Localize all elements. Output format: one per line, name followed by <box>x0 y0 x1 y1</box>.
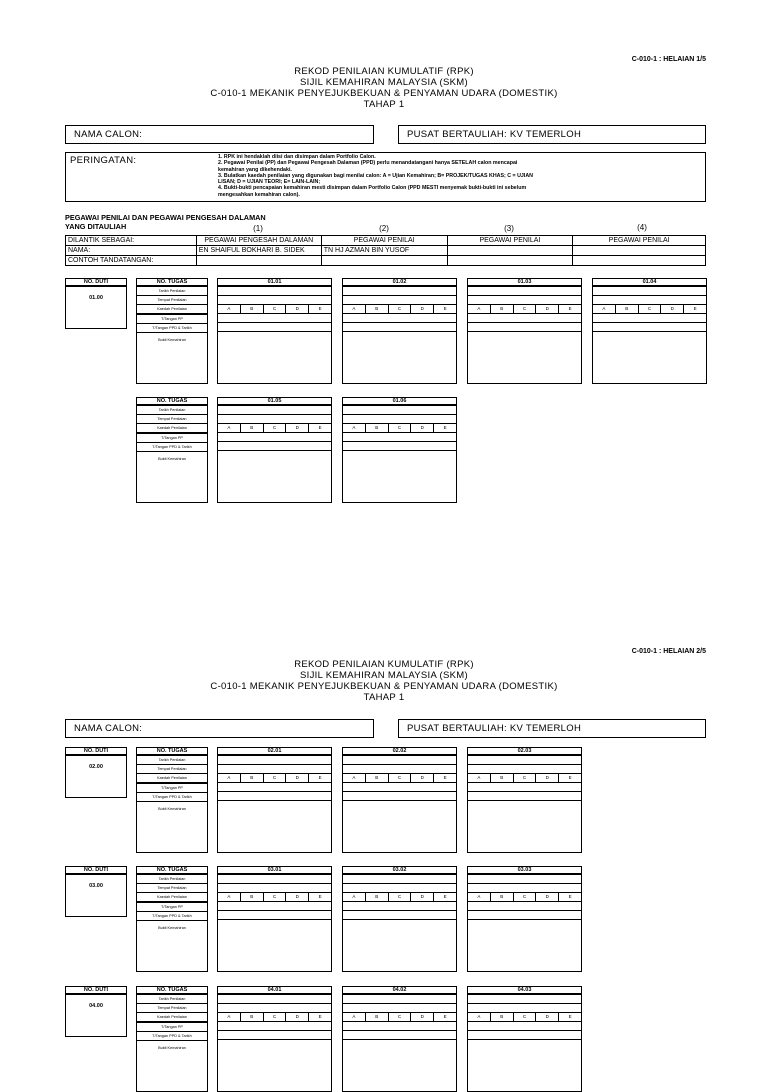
row-label: Kaedah Penilaian <box>137 774 207 784</box>
place-cell[interactable] <box>468 884 581 893</box>
method-option[interactable]: C <box>264 893 287 901</box>
task-column <box>342 747 457 853</box>
method-option[interactable]: A <box>218 774 241 782</box>
duty-number: 03.00 <box>89 883 103 889</box>
method-option[interactable]: D <box>411 893 434 901</box>
row-label: T/Tangan PP <box>137 434 207 443</box>
method-option[interactable]: A <box>218 305 241 313</box>
method-option[interactable]: B <box>366 774 389 782</box>
method-option[interactable]: C <box>389 305 412 313</box>
pp-sign-cell[interactable] <box>343 433 456 442</box>
warning-item: 1. RPK ini hendaklah diisi dan disimpan dalam Portfolio Calon. <box>218 154 376 160</box>
task-column <box>217 278 332 384</box>
task-number: 01.02 <box>343 279 456 287</box>
signature-cell[interactable] <box>573 256 706 266</box>
ppd-sign-cell[interactable] <box>468 911 581 920</box>
warning-label: PERINGATAN: <box>70 155 137 166</box>
task-header: NO. TUGAS <box>137 987 207 995</box>
date-cell[interactable] <box>468 875 581 884</box>
pp-sign-cell[interactable] <box>218 1022 331 1031</box>
row-label: T/Tangan PPD & Tarikh <box>137 443 207 452</box>
place-cell[interactable] <box>343 765 456 774</box>
task-number: 01.03 <box>468 279 581 287</box>
place-cell[interactable] <box>593 296 706 305</box>
method-row <box>218 774 331 783</box>
duty-header: NO. DUTI <box>66 748 126 756</box>
row-label: Tarikh Penilaian <box>137 756 207 765</box>
task-column <box>467 986 582 1092</box>
date-cell[interactable] <box>468 995 581 1004</box>
method-row <box>593 305 706 314</box>
signature-cell[interactable] <box>447 256 573 266</box>
task-column <box>592 278 707 384</box>
method-option[interactable]: D <box>411 424 434 432</box>
table-cell[interactable] <box>573 246 706 256</box>
method-option[interactable]: D <box>411 774 434 782</box>
date-cell[interactable] <box>343 995 456 1004</box>
date-cell[interactable] <box>218 287 331 296</box>
column-number: (2) <box>379 224 389 233</box>
method-option[interactable]: C <box>639 305 662 313</box>
place-cell[interactable] <box>343 1004 456 1013</box>
task-number: 01.04 <box>593 279 706 287</box>
method-option[interactable]: D <box>411 305 434 313</box>
task-column <box>467 747 582 853</box>
row-label: Bukti Kemahiran <box>158 338 186 342</box>
task-row-labels <box>136 397 208 503</box>
table-cell: PEGAWAI PENILAI <box>573 236 706 246</box>
task-column <box>342 866 457 972</box>
duty-box <box>65 278 127 329</box>
method-row <box>218 893 331 902</box>
column-number: (1) <box>253 224 263 233</box>
row-label: Kaedah Penilaian <box>137 1013 207 1023</box>
row-label: T/Tangan PP <box>137 1023 207 1032</box>
task-number: 03.03 <box>468 867 581 875</box>
table-cell[interactable]: TN HJ AZMAN BIN YUSOF <box>321 246 447 256</box>
pp-sign-cell[interactable] <box>593 314 706 323</box>
method-row <box>343 893 456 902</box>
duty-number: 04.00 <box>89 1003 103 1009</box>
task-row-labels <box>136 986 208 1092</box>
method-option[interactable]: E <box>318 1014 322 1019</box>
method-option[interactable]: E <box>318 894 322 899</box>
method-option[interactable]: E <box>568 306 572 311</box>
date-cell[interactable] <box>468 287 581 296</box>
task-number: 02.02 <box>343 748 456 756</box>
duty-box <box>65 986 127 1037</box>
duty-header: NO. DUTI <box>66 987 126 995</box>
method-option[interactable]: B <box>241 424 264 432</box>
method-option[interactable]: E <box>693 306 697 311</box>
pp-sign-cell[interactable] <box>218 902 331 911</box>
method-option[interactable]: A <box>218 424 241 432</box>
table-row <box>66 236 706 246</box>
task-header: NO. TUGAS <box>137 398 207 406</box>
table-row <box>66 256 706 266</box>
column-number: (4) <box>637 223 647 232</box>
task-column <box>467 866 582 972</box>
table-cell[interactable] <box>447 246 573 256</box>
task-number: 03.01 <box>218 867 331 875</box>
date-cell[interactable] <box>343 406 456 415</box>
document-header <box>0 66 768 110</box>
row-label: T/Tangan PPD & Tarikh <box>137 793 207 802</box>
task-column <box>217 866 332 972</box>
header-line: SIJIL KEMAHIRAN MALAYSIA (SKM) <box>300 77 468 88</box>
task-column <box>217 397 332 503</box>
date-cell[interactable] <box>343 756 456 765</box>
pp-sign-cell[interactable] <box>218 314 331 323</box>
method-option[interactable]: C <box>264 1013 287 1021</box>
method-option[interactable]: D <box>536 305 559 313</box>
task-header: NO. TUGAS <box>137 279 207 287</box>
task-row-labels <box>136 866 208 972</box>
ppd-sign-cell[interactable] <box>218 442 331 451</box>
duty-header: NO. DUTI <box>66 867 126 875</box>
method-option[interactable]: A <box>343 424 366 432</box>
header-line: C-010-1 MEKANIK PENYEJUKBEKUAN & PENYAMAN UDARA (DOMESTIK) <box>210 681 558 692</box>
task-number: 02.01 <box>218 748 331 756</box>
duty-box <box>65 866 127 917</box>
task-header: NO. TUGAS <box>137 748 207 756</box>
method-option[interactable]: D <box>286 893 309 901</box>
duty-box <box>65 747 127 798</box>
method-option[interactable]: D <box>411 1013 434 1021</box>
method-option[interactable]: B <box>366 893 389 901</box>
method-option[interactable]: D <box>536 1013 559 1021</box>
ppd-sign-cell[interactable] <box>218 792 331 801</box>
method-option[interactable]: C <box>389 774 412 782</box>
ppd-sign-cell[interactable] <box>468 792 581 801</box>
method-option[interactable]: E <box>443 894 447 899</box>
candidate-name-label: NAMA CALON: <box>74 723 143 734</box>
row-label: Tarikh Penilaian <box>137 995 207 1004</box>
warning-box <box>65 152 706 202</box>
place-cell[interactable] <box>468 1004 581 1013</box>
method-option[interactable]: A <box>343 893 366 901</box>
row-label: T/Tangan PPD & Tarikh <box>137 1032 207 1041</box>
task-header: NO. TUGAS <box>137 867 207 875</box>
method-option[interactable]: D <box>536 774 559 782</box>
method-option[interactable]: B <box>491 1013 514 1021</box>
task-number: 04.02 <box>343 987 456 995</box>
method-option[interactable]: A <box>468 1013 491 1021</box>
row-label: Tempat Penilaian <box>137 884 207 893</box>
row-label: Kaedah Penilaian <box>137 305 207 315</box>
place-cell[interactable] <box>218 765 331 774</box>
method-option[interactable]: C <box>514 893 537 901</box>
method-row <box>218 1013 331 1022</box>
row-label: T/Tangan PP <box>137 903 207 912</box>
row-label: Tempat Penilaian <box>137 765 207 774</box>
method-option[interactable]: C <box>514 305 537 313</box>
signature-cell[interactable] <box>196 256 321 266</box>
ppd-sign-cell[interactable] <box>218 911 331 920</box>
method-option[interactable]: B <box>616 305 639 313</box>
pp-sign-cell[interactable] <box>468 314 581 323</box>
method-row <box>343 305 456 314</box>
row-label: DILANTIK SEBAGAI: <box>66 236 197 246</box>
row-label: T/Tangan PPD & Tarikh <box>137 324 207 333</box>
method-option[interactable]: C <box>389 893 412 901</box>
page-number: C-010-1 : HELAIAN 1/5 <box>631 56 706 63</box>
pp-sign-cell[interactable] <box>343 314 456 323</box>
row-label: Bukti Kemahiran <box>158 457 186 461</box>
ppd-sign-cell[interactable] <box>468 323 581 332</box>
header-line: REKOD PENILAIAN KUMULATIF (RPK) <box>294 66 474 77</box>
row-label: T/Tangan PP <box>137 315 207 324</box>
place-cell[interactable] <box>343 884 456 893</box>
document-header <box>0 659 768 703</box>
method-option[interactable]: D <box>286 1013 309 1021</box>
method-option[interactable]: E <box>443 775 447 780</box>
ppd-sign-cell[interactable] <box>343 442 456 451</box>
method-option[interactable]: A <box>218 1013 241 1021</box>
place-cell[interactable] <box>343 296 456 305</box>
method-option[interactable]: A <box>593 305 616 313</box>
warning-item: 2. Pegawai Penilai (PP) dan Pegawai Pengesah Dalaman (PPD) perlu menandatangani hanya SETELAH calon mencapai kemahiran yang dikehendaki. <box>218 160 518 173</box>
task-number: 01.06 <box>343 398 456 406</box>
row-label: Tarikh Penilaian <box>137 406 207 415</box>
method-option[interactable]: B <box>241 305 264 313</box>
place-cell[interactable] <box>343 415 456 424</box>
task-column <box>342 986 457 1092</box>
place-cell[interactable] <box>218 296 331 305</box>
row-label: Tarikh Penilaian <box>137 287 207 296</box>
row-label: T/Tangan PP <box>137 784 207 793</box>
column-number: (3) <box>504 224 514 233</box>
method-option[interactable]: E <box>318 306 322 311</box>
candidate-name-field[interactable] <box>65 719 374 738</box>
method-option[interactable]: B <box>366 424 389 432</box>
training-center-field <box>398 719 706 738</box>
method-row <box>468 893 581 902</box>
row-label: Tarikh Penilaian <box>137 875 207 884</box>
date-cell[interactable] <box>218 875 331 884</box>
place-cell[interactable] <box>218 1004 331 1013</box>
task-column <box>342 278 457 384</box>
task-column <box>342 397 457 503</box>
method-row <box>468 774 581 783</box>
method-option[interactable]: C <box>514 774 537 782</box>
method-option[interactable]: B <box>366 305 389 313</box>
method-option[interactable]: D <box>286 305 309 313</box>
method-option[interactable]: D <box>286 424 309 432</box>
method-option[interactable]: C <box>264 305 287 313</box>
ppd-sign-cell[interactable] <box>593 323 706 332</box>
method-option[interactable]: E <box>318 775 322 780</box>
date-cell[interactable] <box>343 875 456 884</box>
method-row <box>343 774 456 783</box>
method-option[interactable]: C <box>514 1013 537 1021</box>
warning-item: 4. Bukti-bukti pencapaian kemahiran mesti disimpan dalam Portfolio Calon (PPD MESTI menyemak bukti-bukti ini sebelum mengesahkan kemahiran calon). <box>218 185 527 198</box>
task-number: 01.01 <box>218 279 331 287</box>
method-row <box>218 305 331 314</box>
method-option[interactable]: A <box>343 305 366 313</box>
training-center-label: PUSAT BERTAULIAH: KV TEMERLOH <box>407 723 582 734</box>
method-option[interactable]: D <box>536 893 559 901</box>
method-option[interactable]: A <box>343 774 366 782</box>
place-cell[interactable] <box>218 415 331 424</box>
ppd-sign-cell[interactable] <box>343 911 456 920</box>
officers-table <box>65 235 706 266</box>
header-line: C-010-1 MEKANIK PENYEJUKBEKUAN & PENYAMAN UDARA (DOMESTIK) <box>210 88 558 99</box>
ppd-sign-cell[interactable] <box>343 1031 456 1040</box>
pp-sign-cell[interactable] <box>218 783 331 792</box>
task-column <box>217 747 332 853</box>
row-label: CONTOH TANDATANGAN: <box>66 256 197 266</box>
warning-items <box>218 154 540 198</box>
pp-sign-cell[interactable] <box>343 902 456 911</box>
warning-item: 3. Bulatkan kaedah penilaian yang digunakan bagi menilai calon: A = Ujian Kemahiran; B= PROJEK/TUGAS KHAS; C = UJIAN LISAN; D = UJIAN TEORI; E= LAIN-LAIN; <box>218 172 533 186</box>
signature-cell[interactable] <box>321 256 447 266</box>
method-row <box>343 1013 456 1022</box>
method-option[interactable]: C <box>389 1013 412 1021</box>
pp-sign-cell[interactable] <box>343 1022 456 1031</box>
ppd-sign-cell[interactable] <box>343 792 456 801</box>
row-label: Bukti Kemahiran <box>158 926 186 930</box>
pp-sign-cell[interactable] <box>468 783 581 792</box>
method-option[interactable]: E <box>568 894 572 899</box>
table-cell: PEGAWAI PENGESAH DALAMAN <box>196 236 321 246</box>
training-center-label: PUSAT BERTAULIAH: KV TEMERLOH <box>407 129 582 140</box>
method-option[interactable]: A <box>468 305 491 313</box>
row-label: Tempat Penilaian <box>137 1004 207 1013</box>
method-option[interactable]: E <box>568 775 572 780</box>
task-number: 04.03 <box>468 987 581 995</box>
pp-sign-cell[interactable] <box>468 1022 581 1031</box>
task-number: 01.05 <box>218 398 331 406</box>
method-row <box>468 305 581 314</box>
duty-number: 01.00 <box>89 295 103 301</box>
task-column <box>217 986 332 1092</box>
method-option[interactable]: C <box>389 424 412 432</box>
row-label: T/Tangan PPD & Tarikh <box>137 912 207 921</box>
officers-title-line: YANG DITAULIAH <box>65 222 127 231</box>
place-cell[interactable] <box>218 884 331 893</box>
pp-sign-cell[interactable] <box>218 433 331 442</box>
row-label: Bukti Kemahiran <box>158 807 186 811</box>
method-row <box>468 1013 581 1022</box>
ppd-sign-cell[interactable] <box>343 323 456 332</box>
date-cell[interactable] <box>218 995 331 1004</box>
table-cell: PEGAWAI PENILAI <box>321 236 447 246</box>
method-option[interactable]: E <box>443 306 447 311</box>
method-option[interactable]: E <box>443 1014 447 1019</box>
duty-number: 02.00 <box>89 764 103 770</box>
method-option[interactable]: E <box>318 425 322 430</box>
method-option[interactable]: C <box>264 424 287 432</box>
method-option[interactable]: D <box>661 305 684 313</box>
header-line: TAHAP 1 <box>363 99 405 110</box>
method-option[interactable]: A <box>218 893 241 901</box>
row-label: Bukti Kemahiran <box>158 1046 186 1050</box>
duty-header: NO. DUTI <box>66 279 126 287</box>
candidate-name-label: NAMA CALON: <box>74 129 143 140</box>
method-option[interactable]: B <box>366 1013 389 1021</box>
method-option[interactable]: B <box>241 893 264 901</box>
method-option[interactable]: D <box>286 774 309 782</box>
header-line: REKOD PENILAIAN KUMULATIF (RPK) <box>294 659 474 670</box>
task-column <box>467 278 582 384</box>
candidate-name-field[interactable] <box>65 125 374 144</box>
row-label: Tempat Penilaian <box>137 415 207 424</box>
pp-sign-cell[interactable] <box>343 783 456 792</box>
task-number: 02.03 <box>468 748 581 756</box>
method-option[interactable]: B <box>241 1013 264 1021</box>
pp-sign-cell[interactable] <box>468 902 581 911</box>
task-row-labels <box>136 278 208 384</box>
method-option[interactable]: B <box>491 774 514 782</box>
date-cell[interactable] <box>343 287 456 296</box>
date-cell[interactable] <box>218 756 331 765</box>
method-option[interactable]: B <box>241 774 264 782</box>
date-cell[interactable] <box>468 756 581 765</box>
row-label: Tempat Penilaian <box>137 296 207 305</box>
method-option[interactable]: A <box>468 774 491 782</box>
row-label: Kaedah Penilaian <box>137 893 207 903</box>
method-option[interactable]: E <box>568 1014 572 1019</box>
ppd-sign-cell[interactable] <box>218 323 331 332</box>
ppd-sign-cell[interactable] <box>218 1031 331 1040</box>
method-option[interactable]: E <box>443 425 447 430</box>
place-cell[interactable] <box>468 296 581 305</box>
task-number: 04.01 <box>218 987 331 995</box>
table-row <box>66 246 706 256</box>
date-cell[interactable] <box>593 287 706 296</box>
method-option[interactable]: B <box>491 305 514 313</box>
header-line: SIJIL KEMAHIRAN MALAYSIA (SKM) <box>300 670 468 681</box>
place-cell[interactable] <box>468 765 581 774</box>
method-row <box>218 424 331 433</box>
training-center-field <box>398 125 706 144</box>
date-cell[interactable] <box>218 406 331 415</box>
row-label: Kaedah Penilaian <box>137 424 207 434</box>
method-option[interactable]: A <box>343 1013 366 1021</box>
method-option[interactable]: A <box>468 893 491 901</box>
ppd-sign-cell[interactable] <box>468 1031 581 1040</box>
method-row <box>343 424 456 433</box>
method-option[interactable]: C <box>264 774 287 782</box>
row-label: NAMA: <box>66 246 197 256</box>
task-row-labels <box>136 747 208 853</box>
task-number: 03.02 <box>343 867 456 875</box>
header-line: TAHAP 1 <box>363 692 405 703</box>
table-cell[interactable]: EN SHAIFUL BOKHARI B. SIDEK <box>196 246 321 256</box>
officers-title-line: PEGAWAI PENILAI DAN PEGAWAI PENGESAH DALAMAN <box>65 213 266 222</box>
officers-section-title <box>65 213 266 231</box>
page-number: C-010-1 : HELAIAN 2/5 <box>631 648 706 655</box>
table-cell: PEGAWAI PENILAI <box>447 236 573 246</box>
method-option[interactable]: B <box>491 893 514 901</box>
